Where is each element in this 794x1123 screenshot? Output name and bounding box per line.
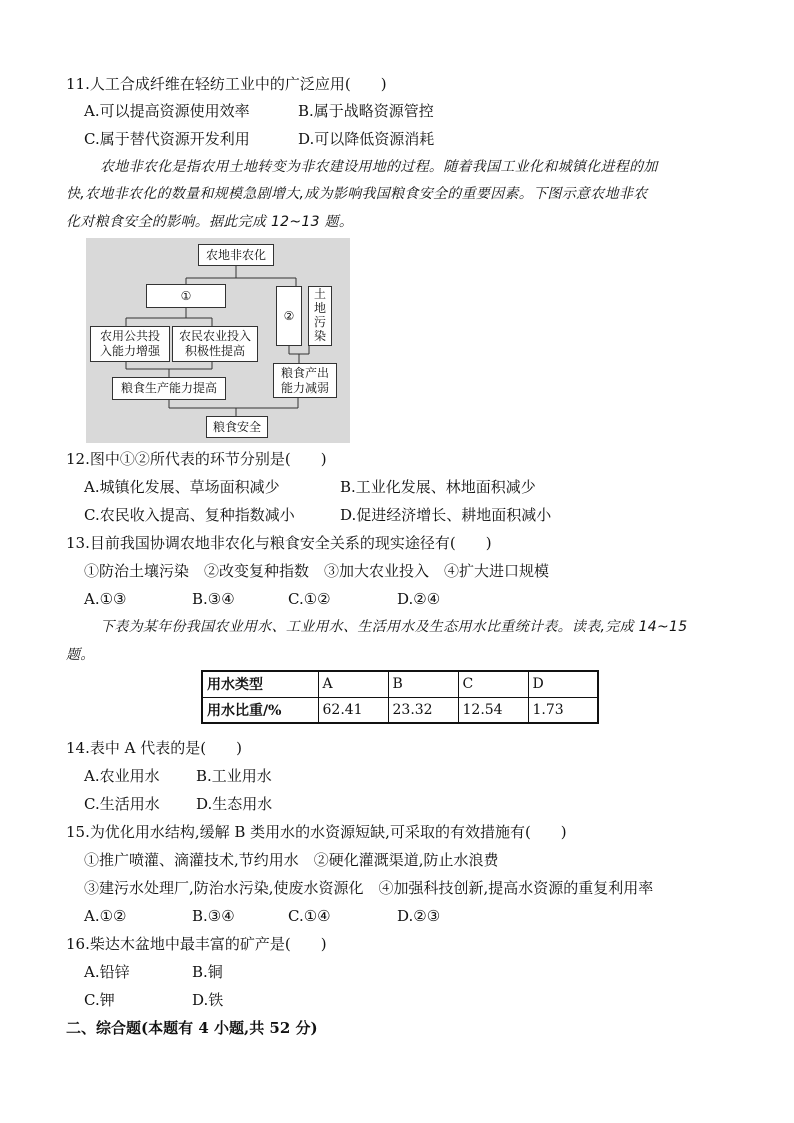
- diagram-box-blank-1: ①: [146, 284, 226, 308]
- table-row: [202, 697, 598, 723]
- q15-option-a: A.①②: [84, 907, 127, 925]
- q15-stem: 15.为优化用水结构,缓解 B 类用水的水资源短缺,可采取的有效措施有( ): [66, 823, 567, 841]
- q11-stem: 11.人工合成纤维在轻纺工业中的广泛应用( ): [66, 75, 387, 93]
- food-output-line1: 粮食产出: [280, 366, 329, 380]
- q13-items: ①防治土壤污染 ②改变复种指数 ③加大农业投入 ④扩大进口规模: [84, 562, 550, 580]
- q13-option-b: B.③④: [192, 590, 235, 608]
- table-header-cell: C: [458, 671, 528, 697]
- section-2-heading: 二、综合题(本题有 4 小题,共 52 分): [66, 1019, 318, 1037]
- public-investment-line1: 农用公共投: [99, 329, 160, 343]
- q14-option-c: C.生活用水: [84, 795, 160, 813]
- q14-option-b: B.工业用水: [196, 767, 272, 785]
- q16-option-a: A.铅锌: [84, 963, 130, 981]
- q13-stem: 13.目前我国协调农地非农化与粮食安全关系的现实途径有( ): [66, 534, 492, 552]
- q12-option-c: C.农民收入提高、复种指数减小: [84, 506, 295, 524]
- q12-option-b: B.工业化发展、林地面积减少: [340, 478, 536, 496]
- q12-stem: 12.图中①②所代表的环节分别是( ): [66, 450, 327, 468]
- q12-option-d: D.促进经济增长、耕地面积减小: [340, 506, 552, 524]
- q16-option-c: C.钾: [84, 991, 115, 1009]
- passage2-line2: 题。: [66, 647, 95, 663]
- table-header-cell: D: [528, 671, 598, 697]
- q15-items-1: ①推广喷灌、滴灌技术,节约用水 ②硬化灌溉渠道,防止水浪费: [84, 851, 499, 869]
- q13-option-d: D.②④: [397, 590, 441, 608]
- diagram-box-food-security: 粮食安全: [206, 416, 268, 438]
- farmer-investment-line2: 积极性提高: [184, 344, 245, 358]
- table-header-cell: A: [318, 671, 388, 697]
- table-header-cell: B: [388, 671, 458, 697]
- q15-option-c: C.①④: [288, 907, 331, 925]
- table-cell: 1.73: [528, 697, 598, 723]
- q14-stem: 14.表中 A 代表的是( ): [66, 739, 242, 757]
- q14-option-d: D.生态用水: [196, 795, 273, 813]
- diagram-box-food-production-up: 粮食生产能力提高: [112, 377, 226, 400]
- public-investment-line2: 入能力增强: [99, 344, 160, 358]
- passage1-line2: 快,农地非农化的数量和规模急剧增大,成为影响我国粮食安全的重要因素。下图示意农地非农: [66, 186, 648, 202]
- food-output-line2: 能力减弱: [280, 381, 329, 395]
- table-cell: 12.54: [458, 697, 528, 723]
- table-row: [202, 671, 598, 697]
- diagram-box-food-output-down: [273, 363, 337, 398]
- farmer-investment-line1: 农民农业投入: [178, 329, 251, 343]
- q13-option-c: C.①②: [288, 590, 331, 608]
- passage2-line1: 下表为某年份我国农业用水、工业用水、生活用水及生态用水比重统计表。读表,完成 14~15: [100, 619, 688, 635]
- q16-stem: 16.柴达木盆地中最丰富的矿产是( ): [66, 935, 327, 953]
- passage1-line1: 农地非农化是指农用土地转变为非农建设用地的过程。随着我国工业化和城镇化进程的加: [100, 159, 658, 175]
- diagram-box-farmland-conversion: 农地非农化: [198, 244, 274, 266]
- q15-items-2: ③建污水处理厂,防治水污染,使废水资源化 ④加强科技创新,提高水资源的重复利用率: [84, 879, 654, 897]
- q11-option-c: C.属于替代资源开发利用: [84, 130, 250, 148]
- q14-option-a: A.农业用水: [84, 767, 160, 785]
- q15-option-d: D.②③: [397, 907, 441, 925]
- q13-option-a: A.①③: [84, 590, 127, 608]
- table-cell: 62.41: [318, 697, 388, 723]
- diagram-box-public-investment: [90, 326, 170, 362]
- table-cell: 23.32: [388, 697, 458, 723]
- q11-option-d: D.可以降低资源消耗: [298, 130, 435, 148]
- diagram-box-blank-2: ②: [276, 286, 302, 346]
- q15-option-b: B.③④: [192, 907, 235, 925]
- q16-option-d: D.铁: [192, 991, 224, 1009]
- passage1-line3: 化对粮食安全的影响。据此完成 12~13 题。: [66, 214, 354, 230]
- q11-option-b: B.属于战略资源管控: [298, 102, 434, 120]
- farmland-food-security-diagram: [86, 238, 350, 443]
- water-use-table: [201, 670, 599, 724]
- q16-option-b: B.铜: [192, 963, 223, 981]
- q11-option-a: A.可以提高资源使用效率: [84, 102, 250, 120]
- table-header-cell: 用水类型: [202, 671, 318, 697]
- q12-option-a: A.城镇化发展、草场面积减少: [84, 478, 280, 496]
- diagram-box-land-pollution: 土地污染: [308, 286, 332, 346]
- diagram-box-farmer-investment: [172, 326, 258, 362]
- table-cell: 用水比重/%: [202, 697, 318, 723]
